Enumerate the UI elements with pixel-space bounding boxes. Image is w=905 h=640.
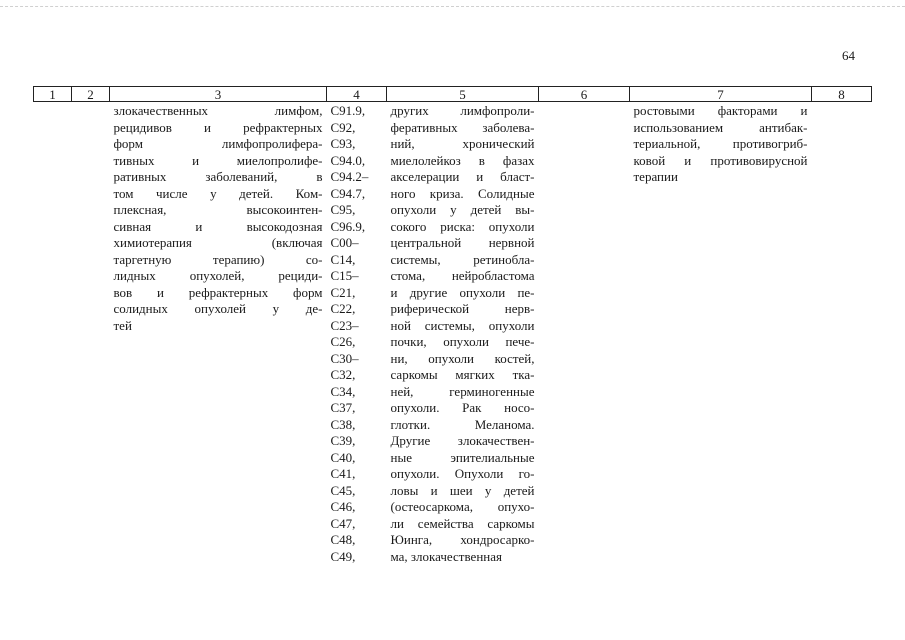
cell-col-4-icd-codes [327, 102, 387, 566]
description-line: рецидивов и рефрактерных [113, 119, 323, 135]
cell-col-7-treatment [630, 102, 812, 566]
description-line: ративных заболеваний, в [113, 169, 323, 184]
treatment-line: использованием антибак- [633, 119, 808, 135]
column-header-8: 8 [812, 87, 872, 102]
diagnosis-line: ней, герминогенные [390, 383, 535, 399]
icd-code: C92, [330, 119, 356, 135]
diagnosis-line: ни, опухоли костей, [390, 350, 535, 366]
column-header-2: 2 [72, 87, 110, 102]
column-header-5: 5 [387, 87, 539, 102]
icd-code: C47, [330, 515, 356, 531]
diagnosis-line: центральной нервной [390, 235, 535, 250]
treatment-line: ростовыми факторами и [633, 103, 808, 118]
diagnosis-line: саркомы мягких тка- [390, 367, 535, 382]
diagnosis-line: ний, хронический [390, 136, 535, 151]
diagnosis-line: системы, ретинобла- [390, 251, 535, 267]
icd-code: C95, [330, 202, 356, 217]
icd-code: C30– [330, 350, 359, 366]
diagnosis-line: миелолейкоз в фазах [390, 152, 535, 168]
icd-code: C48, [330, 532, 356, 547]
cell-col-2 [72, 102, 110, 566]
diagnosis-line: ли семейства саркомы [390, 515, 535, 531]
description-line: солидных опухолей у де- [113, 301, 323, 316]
icd-code: C93, [330, 136, 356, 151]
treatment-line: ковой и противовирусной [633, 152, 808, 168]
diagnosis-line: глотки. Меланома. [390, 416, 535, 432]
icd-code: C94.0, [330, 152, 366, 168]
diagnosis-line: риферической нерв- [390, 301, 535, 316]
scan-top-edge [0, 0, 905, 7]
description-line: форм лимфопролифера- [113, 136, 323, 151]
diagnosis-line: ного криза. Солидные [390, 185, 535, 201]
icd-code: C22, [330, 301, 356, 316]
diagnosis-line: опухоли. Рак носо- [390, 400, 535, 415]
icd-code: C00– [330, 235, 359, 250]
diagnosis-line: почки, опухоли пече- [390, 334, 535, 349]
column-header-4: 4 [327, 87, 387, 102]
description-line: тей [113, 317, 132, 333]
icd-code: C39, [330, 433, 356, 448]
diagnosis-line: Другие злокачествен- [390, 433, 535, 448]
diagnosis-line: опухоли у детей вы- [390, 202, 535, 217]
diagnosis-line: феративных заболева- [390, 119, 535, 135]
icd-code: C49, [330, 548, 356, 564]
icd-code: C91.9, [330, 103, 366, 118]
diagnosis-line: акселерации и бласт- [390, 169, 535, 184]
icd-code: C14, [330, 251, 356, 267]
diagnosis-line: других лимфопроли- [390, 103, 535, 118]
icd-code: C46, [330, 499, 356, 514]
diagnosis-line: ловы и шеи у детей [390, 482, 535, 498]
description-line: злокачественных лимфом, [113, 103, 323, 118]
column-header-7: 7 [630, 87, 812, 102]
cell-col-3-description [110, 102, 327, 566]
diagnosis-line: опухоли. Опухоли го- [390, 466, 535, 481]
diagnosis-line: стома, нейробластома [390, 268, 535, 283]
diagnosis-line: сокого риска: опухоли [390, 218, 535, 234]
column-number-row [34, 87, 872, 102]
diagnosis-line: и другие опухоли пе- [390, 284, 535, 300]
cell-col-1 [34, 102, 72, 566]
diagnosis-line: (остеосаркома, опухо- [390, 499, 535, 514]
column-header-3: 3 [110, 87, 327, 102]
icd-code: C34, [330, 383, 356, 399]
treatment-line: териальной, противогриб- [633, 136, 808, 151]
cell-col-5-diagnoses [387, 102, 539, 566]
description-line: том числе у детей. Ком- [113, 185, 323, 201]
diagnosis-line: ной системы, опухоли [390, 317, 535, 333]
diagnosis-line: ные эпителиальные [390, 449, 535, 465]
icd-code: C40, [330, 449, 356, 465]
diagnosis-line: ма, злокачественная [390, 548, 502, 564]
description-line: химиотерапия (включая [113, 235, 323, 250]
description-line: лидных опухолей, рециди- [113, 268, 323, 283]
column-header-1: 1 [34, 87, 72, 102]
icd-code: C94.7, [330, 185, 366, 201]
cell-col-6 [539, 102, 630, 566]
icd-code: C26, [330, 334, 356, 349]
icd-code: C32, [330, 367, 356, 382]
description-line: плексная, высокоинтен- [113, 202, 323, 217]
cell-col-8 [812, 102, 872, 566]
icd-code: C37, [330, 400, 356, 415]
table-row [34, 102, 872, 566]
icd-code: C38, [330, 416, 356, 432]
treatment-line: терапии [633, 169, 678, 184]
description-line: вов и рефрактерных форм [113, 284, 323, 300]
page-number: 64 [842, 48, 855, 63]
medical-procedures-table [33, 86, 872, 565]
description-line: сивная и высокодозная [113, 218, 323, 234]
icd-code: C96.9, [330, 218, 366, 234]
description-line: тивных и миелопролифе- [113, 152, 323, 168]
icd-code: C15– [330, 268, 359, 283]
icd-code: C41, [330, 466, 356, 481]
icd-code: C94.2– [330, 169, 369, 184]
icd-code: C21, [330, 284, 356, 300]
icd-code: C23– [330, 317, 359, 333]
icd-code: C45, [330, 482, 356, 498]
column-header-6: 6 [539, 87, 630, 102]
description-line: таргетную терапию) со- [113, 251, 323, 267]
diagnosis-line: Юинга, хондросарко- [390, 532, 535, 547]
